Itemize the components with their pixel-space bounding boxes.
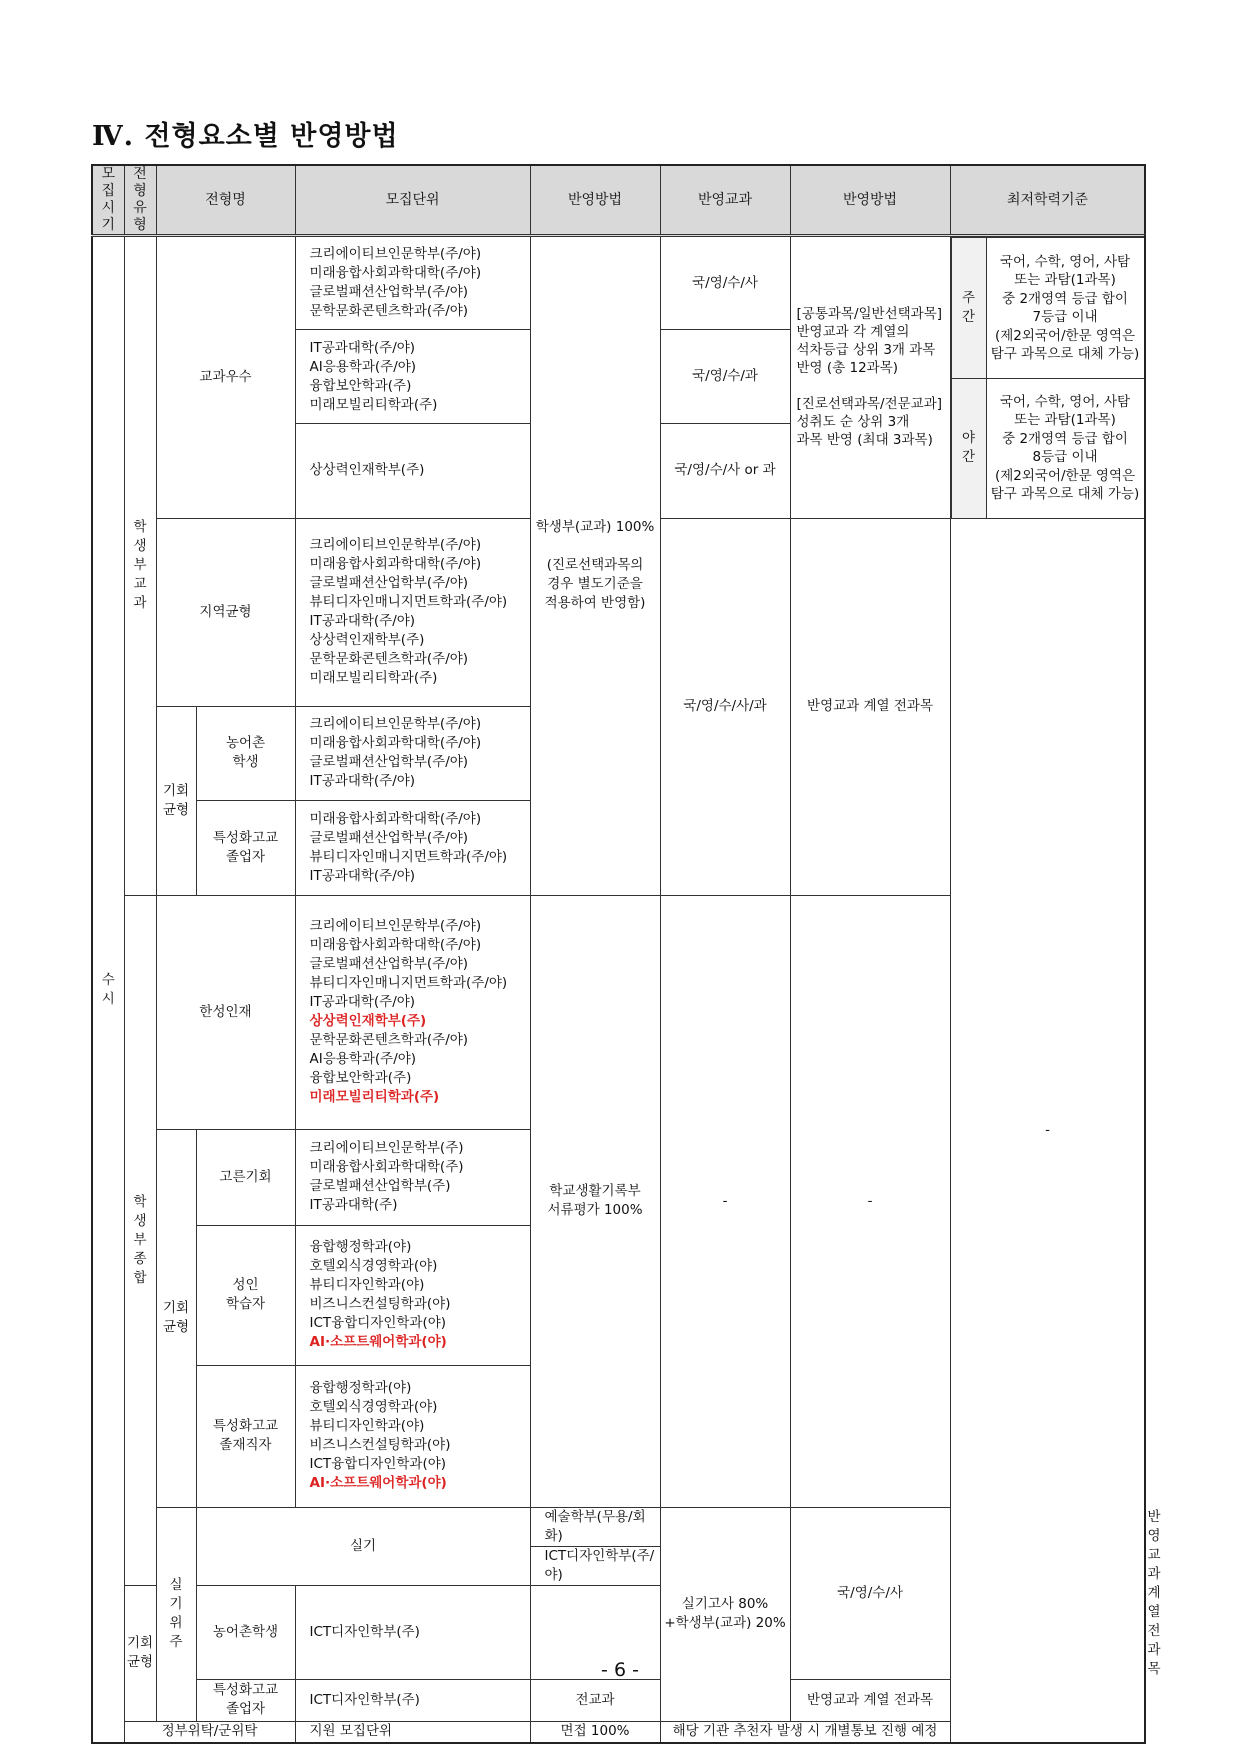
unit-item: 뷰티디자인매니지먼트학과(주/야) <box>309 594 508 610</box>
name-hansung: 한성인재 <box>156 895 295 1129</box>
unit-item: 문학문화콘텐츠학과(주/야) <box>309 303 469 320</box>
name-equal: 고른기회 <box>196 1129 295 1225</box>
header-type: 전형 유형 <box>124 165 156 236</box>
unit-item: 미래융합사회과학대학(주/야) <box>309 810 482 827</box>
unit-item: 비즈니스컨설팅학과(야) <box>309 1437 451 1453</box>
units-specialized-worker <box>295 1365 530 1507</box>
header-min-standard: 최저학력기준 <box>950 165 1145 236</box>
type-practical: 실 기 위 주 <box>156 1507 196 1721</box>
subjects-excellent-1: 국/영/수/사 <box>660 236 790 330</box>
units-excellent-2 <box>295 330 530 424</box>
header-units: 모집단위 <box>295 165 530 236</box>
unit-item: 미래융합사회과학대학(주/야) <box>309 735 482 751</box>
subject-method-specialized-practical: 반영교과 계열 전과목 <box>790 1679 950 1721</box>
name-adult: 성인 학습자 <box>196 1225 295 1365</box>
page-title: Ⅳ. 전형요소별 반영방법 <box>92 121 399 152</box>
units-excellent-1 <box>295 236 530 330</box>
unit-item: 글로벌패션산업학부(주/야) <box>309 575 469 591</box>
subjects-excellent-3: 국/영/수/사 or 과 <box>660 424 790 518</box>
method-practical: 실기고사 80% +학생부(교과) 20% <box>660 1507 790 1721</box>
min-night-label: 야 간 <box>951 379 986 518</box>
name-opportunity-3: 기회 균형 <box>124 1585 156 1721</box>
min-standard-box <box>950 236 1145 519</box>
method-comprehensive: 학교생활기록부 서류평가 100% <box>530 895 660 1507</box>
units-practical-2: ICT디자인학부(주/야) <box>530 1546 660 1585</box>
unit-item: AI응용학과(주/야) <box>309 358 417 375</box>
unit-item: 융합행정학과(야) <box>309 1239 412 1255</box>
unit-item: 융합행정학과(야) <box>309 1380 412 1396</box>
units-adult <box>295 1225 530 1365</box>
unit-item: ICT융합디자인학과(야) <box>309 1315 447 1331</box>
unit-item: 융합보안학과(주) <box>309 1070 412 1086</box>
admission-table: 모집 시기 전형 유형 전형명 모집단위 반영방법 반영교과 반영방법 최저학력기준 수 시 학 생 부 교 과 교과우수 크리에이티브인문학부(주/야) 미래융합사회과학대학(주/야) 글로벌패션산업학부(주/야) 문학문화콘텐츠학과(주/야) 학생부(교과) 100% (진로선택과목의 경우 별도기준을 적용하여 반영함) 국/영/수/사 [공통과목/일반선택과목] 반영교과 각 계열의 석차등급 상위 3개 과목 반영 (총 12과목) [진로선택과목/전문교과] 성취도 순 상위 3개 과목 반영 (최대 3과목) 주 간 국어, 수학, 영어, 사탐 또는 과탐(1과목) 중 2개영역 등급 합이 7등급 이내 (제2외국어/한문 영역은 탐구 과목으로 대체 가능) 야 간 국어, 수학, 영어, 사탐 또는 과탐(1과목) 중 2개영역 등급 합이 8등급 이내 (제2외국어/한문 영역은 탐구 과목으로 대체 가능) IT공과대학(주/야) AI응용학과(주/야) 융합보안학과(주) 미래모빌리티학과(주) 국/영/수/과 상상력인재학부(주) 국/영/수/사 or 과 지역균형 크리에이티브인문학부(주/야) 미래융합사회과학대학(주/야) 글로벌패션산업학부(주/야) 뷰티디자인매니지먼트학과(주/야) IT공과대학(주/야) 상상력인재학부(주) 문학문화콘텐츠학과(주/야) 미래모빌리티학과(주) 국/영/수/사/과 반영교과 계열 전과목 - 기회 균형 농어촌 학생 크리에이티브인문학부(주/야) 미래융합사회과학대학(주/야) 글로벌패션산업학부(주/야) IT공과대학(주/야) 특성화고교 졸업자 미래융합사회과학대학(주/야) 글로벌패션산업학부(주/야) 뷰티디자인매니지먼트학과(주/야) IT공과대학(주/야) 학 생 부 종 합 한성인재 크리에이티브인문학부(주/야) 미래융합사회과학대학(주/야) 글로벌패션산업학부(주/야) 뷰티디자인매니지먼트학과(주/야) IT공과대학(주/야) 상상력인재학부(주) 문학문화콘텐츠학과(주/야) AI응용학과(주/야) 융합보안학과(주) 미래모빌리티학과(주) 학교생활기록부 서류평가 100% - - 기회 균형 고른기회 크리에이티브인문학부(주) 미래융합사회과학대학(주) 글로벌패션산업학부(주) IT공과대학(주) 성인 학습자 융합행정학과(야) 호텔외식경영학과(야) 뷰티디자인학과(야) 비즈니스컨설팅학과(야) ICT융합디자인학과(야) AI·소프트웨어학과(야) 특성화고교 졸재직자 융합행정학과(야) 호텔외식경영학과(야) 뷰티디자인학과(야) 비즈니스컨설팅학과(야) ICT융합디자인학과(야) AI·소프트웨어학과(야) 실 기 위 주 실기 예술학부(무용/회화) 실기고사 80% +학생부(교과) 20% 국/영/수/사 반영교과 계열 전과목 ICT디자인학부(주/야) 기회 균형 농어촌학생 ICT디자인학부(주) 특성화고교 졸업자 ICT디자인학부(주) 전교과 반영교과 계열 전과목 정부위탁/군위탁 지원 모집단위 면접 100% 해당 기관 추천자 발생 시 개별통보 진행 예정 <box>91 164 1146 1744</box>
units-rural <box>295 706 530 800</box>
units-regional <box>295 518 530 706</box>
name-gov: 정부위탁/군위탁 <box>124 1721 295 1743</box>
header-season: 모집 시기 <box>92 165 124 236</box>
units-practical-1: 예술학부(무용/회화) <box>530 1507 660 1546</box>
unit-item: 크리에이티브인문학부(주/야) <box>309 246 482 263</box>
units-gov: 지원 모집단위 <box>295 1721 530 1743</box>
subjects-practical: 국/영/수/사 <box>790 1507 950 1679</box>
unit-item: ICT융합디자인학과(야) <box>309 1456 447 1472</box>
units-rural-practical: ICT디자인학부(주) <box>295 1585 530 1679</box>
units-specialized-practical: ICT디자인학부(주) <box>295 1679 530 1721</box>
name-rural-practical: 농어촌학생 <box>196 1585 295 1679</box>
header-row <box>92 165 1145 236</box>
header-subjects: 반영교과 <box>660 165 790 236</box>
min-day-text: 국어, 수학, 영어, 사탐 또는 과탐(1과목) 중 2개영역 등급 합이 7등급 이내 (제2외국어/한문 영역은 탐구 과목으로 대체 가능) <box>986 238 1144 379</box>
subjects-regional: 국/영/수/사/과 <box>660 518 790 895</box>
unit-item: 상상력인재학부(주) <box>309 462 425 479</box>
name-specialized-worker: 특성화고교 졸재직자 <box>196 1365 295 1507</box>
name-opportunity-1: 기회 균형 <box>156 706 196 895</box>
header-method: 반영방법 <box>530 165 660 236</box>
unit-item: 상상력인재학부(주) <box>309 632 425 648</box>
header-subject-method: 반영방법 <box>790 165 950 236</box>
subjects-all: 전교과 <box>530 1679 660 1721</box>
unit-item: 글로벌패션산업학부(주/야) <box>309 956 469 972</box>
min-night-text: 국어, 수학, 영어, 사탐 또는 과탐(1과목) 중 2개영역 등급 합이 8등급 이내 (제2외국어/한문 영역은 탐구 과목으로 대체 가능) <box>986 379 1144 518</box>
unit-item: 비즈니스컨설팅학과(야) <box>309 1296 451 1312</box>
page-number: - 6 - <box>601 1659 639 1681</box>
unit-item: 문학문화콘텐츠학과(주/야) <box>309 1032 469 1048</box>
unit-item: 미래융합사회과학대학(주) <box>309 1159 464 1175</box>
subject-method-regional: 반영교과 계열 전과목 <box>790 518 950 895</box>
min-standard-none: - <box>950 518 1145 1743</box>
unit-item: IT공과대학(주/야) <box>309 994 416 1010</box>
unit-item: 크리에이티브인문학부(주/야) <box>309 537 482 553</box>
season-cell: 수 시 <box>92 236 124 1744</box>
unit-item: 뷰티디자인매니지먼트학과(주/야) <box>309 975 508 991</box>
method-subject: 학생부(교과) 100% (진로선택과목의 경우 별도기준을 적용하여 반영함) <box>530 236 660 896</box>
unit-item: 미래모빌리티학과(주) <box>309 1089 440 1105</box>
unit-item: IT공과대학(주/야) <box>309 867 416 884</box>
unit-item: 미래모빌리티학과(주) <box>309 670 438 686</box>
unit-item: 뷰티디자인학과(야) <box>309 1418 425 1434</box>
name-opportunity-2: 기회 균형 <box>156 1129 196 1507</box>
unit-item: 상상력인재학부(주) <box>309 1013 427 1029</box>
unit-item: 크리에이티브인문학부(주) <box>309 1140 464 1156</box>
unit-item: 미래융합사회과학대학(주/야) <box>309 556 482 572</box>
units-excellent-3 <box>295 424 530 518</box>
unit-item: 뷰티디자인학과(야) <box>309 1277 425 1293</box>
unit-item: IT공과대학(주/야) <box>309 339 416 356</box>
unit-item: AI·소프트웨어학과(야) <box>309 1475 447 1491</box>
unit-item: 미래모빌리티학과(주) <box>309 396 438 413</box>
unit-item: AI응용학과(주/야) <box>309 1051 417 1067</box>
unit-item: AI·소프트웨어학과(야) <box>309 1334 447 1350</box>
unit-item: 뷰티디자인매니지먼트학과(주/야) <box>309 848 508 865</box>
unit-item: 미래융합사회과학대학(주/야) <box>309 265 482 282</box>
header-name: 전형명 <box>156 165 295 236</box>
unit-item: IT공과대학(주/야) <box>309 773 416 789</box>
unit-item: 글로벌패션산업학부(주/야) <box>309 284 469 301</box>
subjects-comprehensive: - <box>660 895 790 1507</box>
units-hansung <box>295 895 530 1129</box>
gov-note: 해당 기관 추천자 발생 시 개별통보 진행 예정 <box>660 1721 950 1743</box>
unit-item: 문학문화콘텐츠학과(주/야) <box>309 651 469 667</box>
name-regional: 지역균형 <box>156 518 295 706</box>
subjects-excellent-2: 국/영/수/과 <box>660 330 790 424</box>
unit-item: 글로벌패션산업학부(주/야) <box>309 754 469 770</box>
unit-item: 호텔외식경영학과(야) <box>309 1399 438 1415</box>
name-rural: 농어촌 학생 <box>196 706 295 800</box>
min-day-label: 주 간 <box>951 238 986 379</box>
name-specialized: 특성화고교 졸업자 <box>196 800 295 895</box>
type-record-subject: 학 생 부 교 과 <box>124 236 156 896</box>
name-specialized-practical: 특성화고교 졸업자 <box>196 1679 295 1721</box>
units-equal <box>295 1129 530 1225</box>
unit-item: IT공과대학(주) <box>309 1197 398 1213</box>
unit-item: 미래융합사회과학대학(주/야) <box>309 937 482 953</box>
unit-item: 글로벌패션산업학부(주/야) <box>309 829 469 846</box>
unit-item: 글로벌패션산업학부(주) <box>309 1178 451 1194</box>
name-practical: 실기 <box>196 1507 530 1585</box>
unit-item: 크리에이티브인문학부(주/야) <box>309 716 482 732</box>
unit-item: 크리에이티브인문학부(주/야) <box>309 918 482 934</box>
unit-item: 융합보안학과(주) <box>309 377 412 394</box>
subject-method-excellent: [공통과목/일반선택과목] 반영교과 각 계열의 석차등급 상위 3개 과목 반영 (총 12과목) [진로선택과목/전문교과] 성취도 순 상위 3개 과목 반영 (최대 3과목) <box>790 236 950 519</box>
name-excellent: 교과우수 <box>156 236 295 519</box>
units-specialized <box>295 800 530 895</box>
unit-item: 호텔외식경영학과(야) <box>309 1258 438 1274</box>
type-record-comprehensive: 학 생 부 종 합 <box>124 895 156 1585</box>
unit-item: IT공과대학(주/야) <box>309 613 416 629</box>
method-gov: 면접 100% <box>530 1721 660 1743</box>
subject-method-comprehensive: - <box>790 895 950 1507</box>
